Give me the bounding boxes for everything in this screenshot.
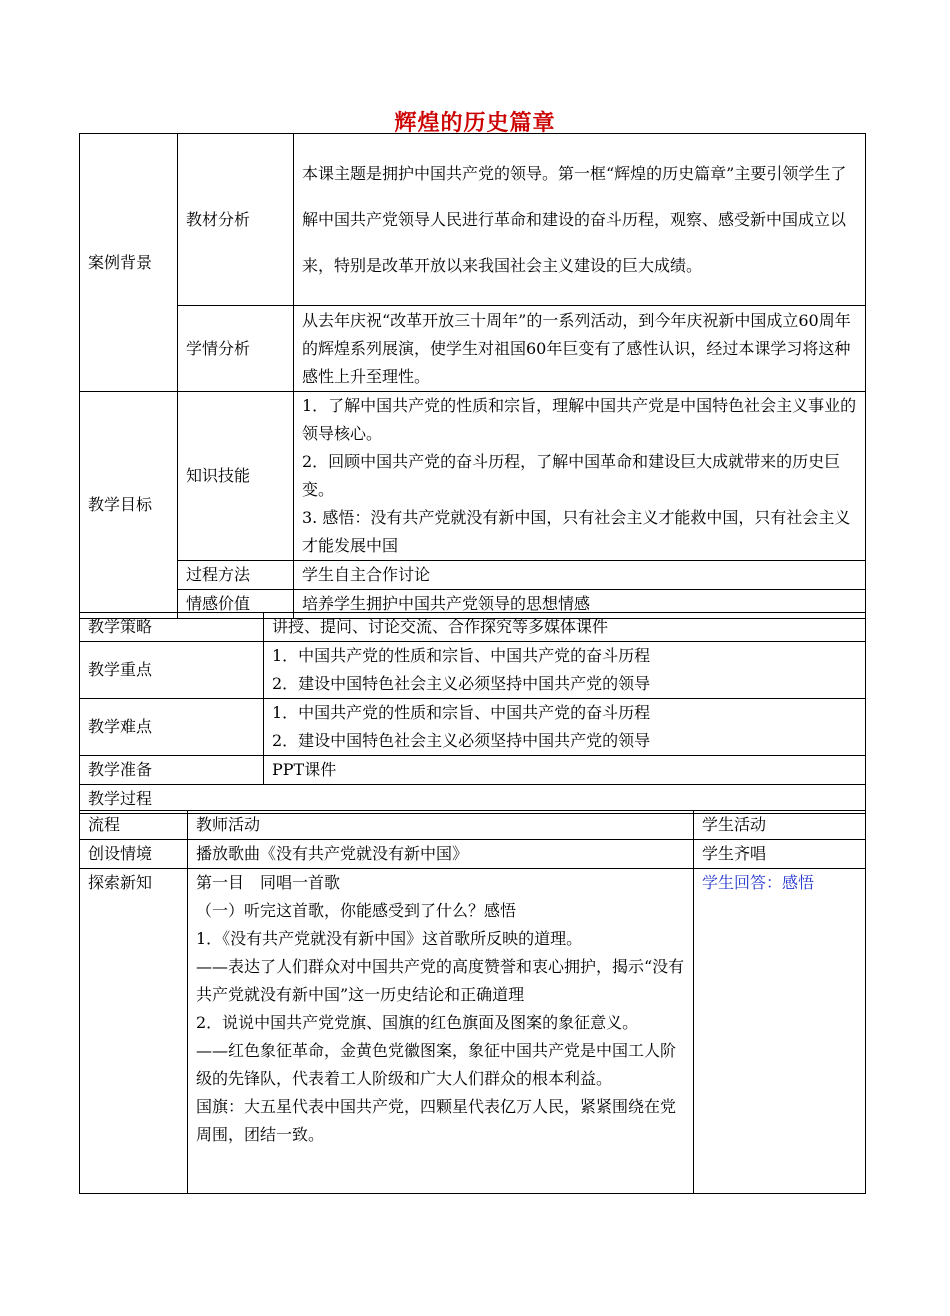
- flow-student-activity: 学生齐唱: [694, 840, 866, 869]
- key-points-label: 教学重点: [80, 642, 264, 699]
- knowledge-label: 知识技能: [178, 392, 294, 561]
- knowledge-item: 3. 感悟：没有共产党就没有新中国，只有社会主义才能救中国，只有社会主义才能发展中国: [302, 508, 851, 555]
- process-title: 教学过程: [80, 785, 866, 814]
- preparation-label: 教学准备: [80, 756, 264, 785]
- difficult-points-label: 教学难点: [80, 699, 264, 756]
- flow-student-answer: 学生回答：感悟: [694, 869, 866, 1194]
- knowledge-item: 1．了解中国共产党的性质和宗旨，理解中国共产党是中国特色社会主义事业的领导核心。: [302, 396, 857, 443]
- difficult-point-item: 2．建设中国特色社会主义必须坚持中国共产党的领导: [272, 731, 651, 750]
- strategy-table: [79, 612, 866, 814]
- process-method-label: 过程方法: [178, 561, 294, 590]
- preparation-text: PPT课件: [264, 756, 866, 785]
- teacher-line: 1．《没有共产党就没有新中国》这首歌所反映的道理。: [196, 929, 583, 948]
- flow-step: 探索新知: [80, 869, 188, 1194]
- goals-label: 教学目标: [80, 392, 178, 619]
- teacher-line: ——红色象征革命，金黄色党徽图案，象征中国共产党是中国工人阶级的先锋队，代表着工人阶级和广大人们群众的根本利益。: [196, 1041, 677, 1088]
- flow-table: [79, 810, 866, 1194]
- teacher-line: 2．说说中国共产党党旗、国旗的红色旗面及图案的象征意义。: [196, 1013, 639, 1032]
- key-points-cell: [264, 642, 866, 699]
- flow-teacher-cell: [188, 869, 694, 1194]
- teacher-line: 第一目 同唱一首歌: [196, 873, 341, 892]
- page-title: 辉煌的历史篇章: [394, 111, 556, 136]
- strategy-text: 讲授、提问、讨论交流、合作探究等多媒体课件: [264, 613, 866, 642]
- material-text: 本课主题是拥护中国共产党的领导。第一框“辉煌的历史篇章”主要引领学生了解中国共产党领导人民进行革命和建设的奋斗历程，观察、感受新中国成立以来，特别是改革开放以来我国社会主义建设的巨大成绩。: [294, 134, 866, 306]
- key-point-item: 1．中国共产党的性质和宗旨、中国共产党的奋斗历程: [272, 646, 651, 665]
- material-label: 教材分析: [178, 134, 294, 306]
- difficult-point-item: 1．中国共产党的性质和宗旨、中国共产党的奋斗历程: [272, 703, 651, 722]
- difficult-points-cell: [264, 699, 866, 756]
- background-label: 案例背景: [80, 134, 178, 392]
- knowledge-item: 2．回顾中国共产党的奋斗历程，了解中国革命和建设巨大成就带来的历史巨变。: [302, 452, 841, 499]
- flow-teacher-activity: 播放歌曲《没有共产党就没有新中国》: [188, 840, 694, 869]
- emotion-label: 情感价值: [178, 590, 294, 619]
- flow-header-teacher: 教师活动: [188, 811, 694, 840]
- students-label: 学情分析: [178, 306, 294, 392]
- flow-header-step: 流程: [80, 811, 188, 840]
- strategy-label: 教学策略: [80, 613, 264, 642]
- teacher-line: 国旗：大五星代表中国共产党，四颗星代表亿万人民，紧紧围绕在党周围，团结一致。: [196, 1097, 677, 1144]
- teacher-line: （一）听完这首歌，你能感受到了什么？感悟: [196, 901, 517, 920]
- students-text: 从去年庆祝“改革开放三十周年”的一系列活动，到今年庆祝新中国成立60周年的辉煌系列展演，使学生对祖国60年巨变有了感性认识，经过本课学习将这种感性上升至理性。: [294, 306, 866, 392]
- process-method-text: 学生自主合作讨论: [294, 561, 866, 590]
- flow-header-student: 学生活动: [694, 811, 866, 840]
- knowledge-cell: [294, 392, 866, 561]
- teacher-line: ——表达了人们群众对中国共产党的高度赞誉和衷心拥护，揭示“没有共产党就没有新中国”这一历史结论和正确道理: [196, 957, 685, 1004]
- flow-step: 创设情境: [80, 840, 188, 869]
- background-goals-table: [79, 133, 866, 619]
- emotion-text: 培养学生拥护中国共产党领导的思想情感: [294, 590, 866, 619]
- key-point-item: 2．建设中国特色社会主义必须坚持中国共产党的领导: [272, 674, 651, 693]
